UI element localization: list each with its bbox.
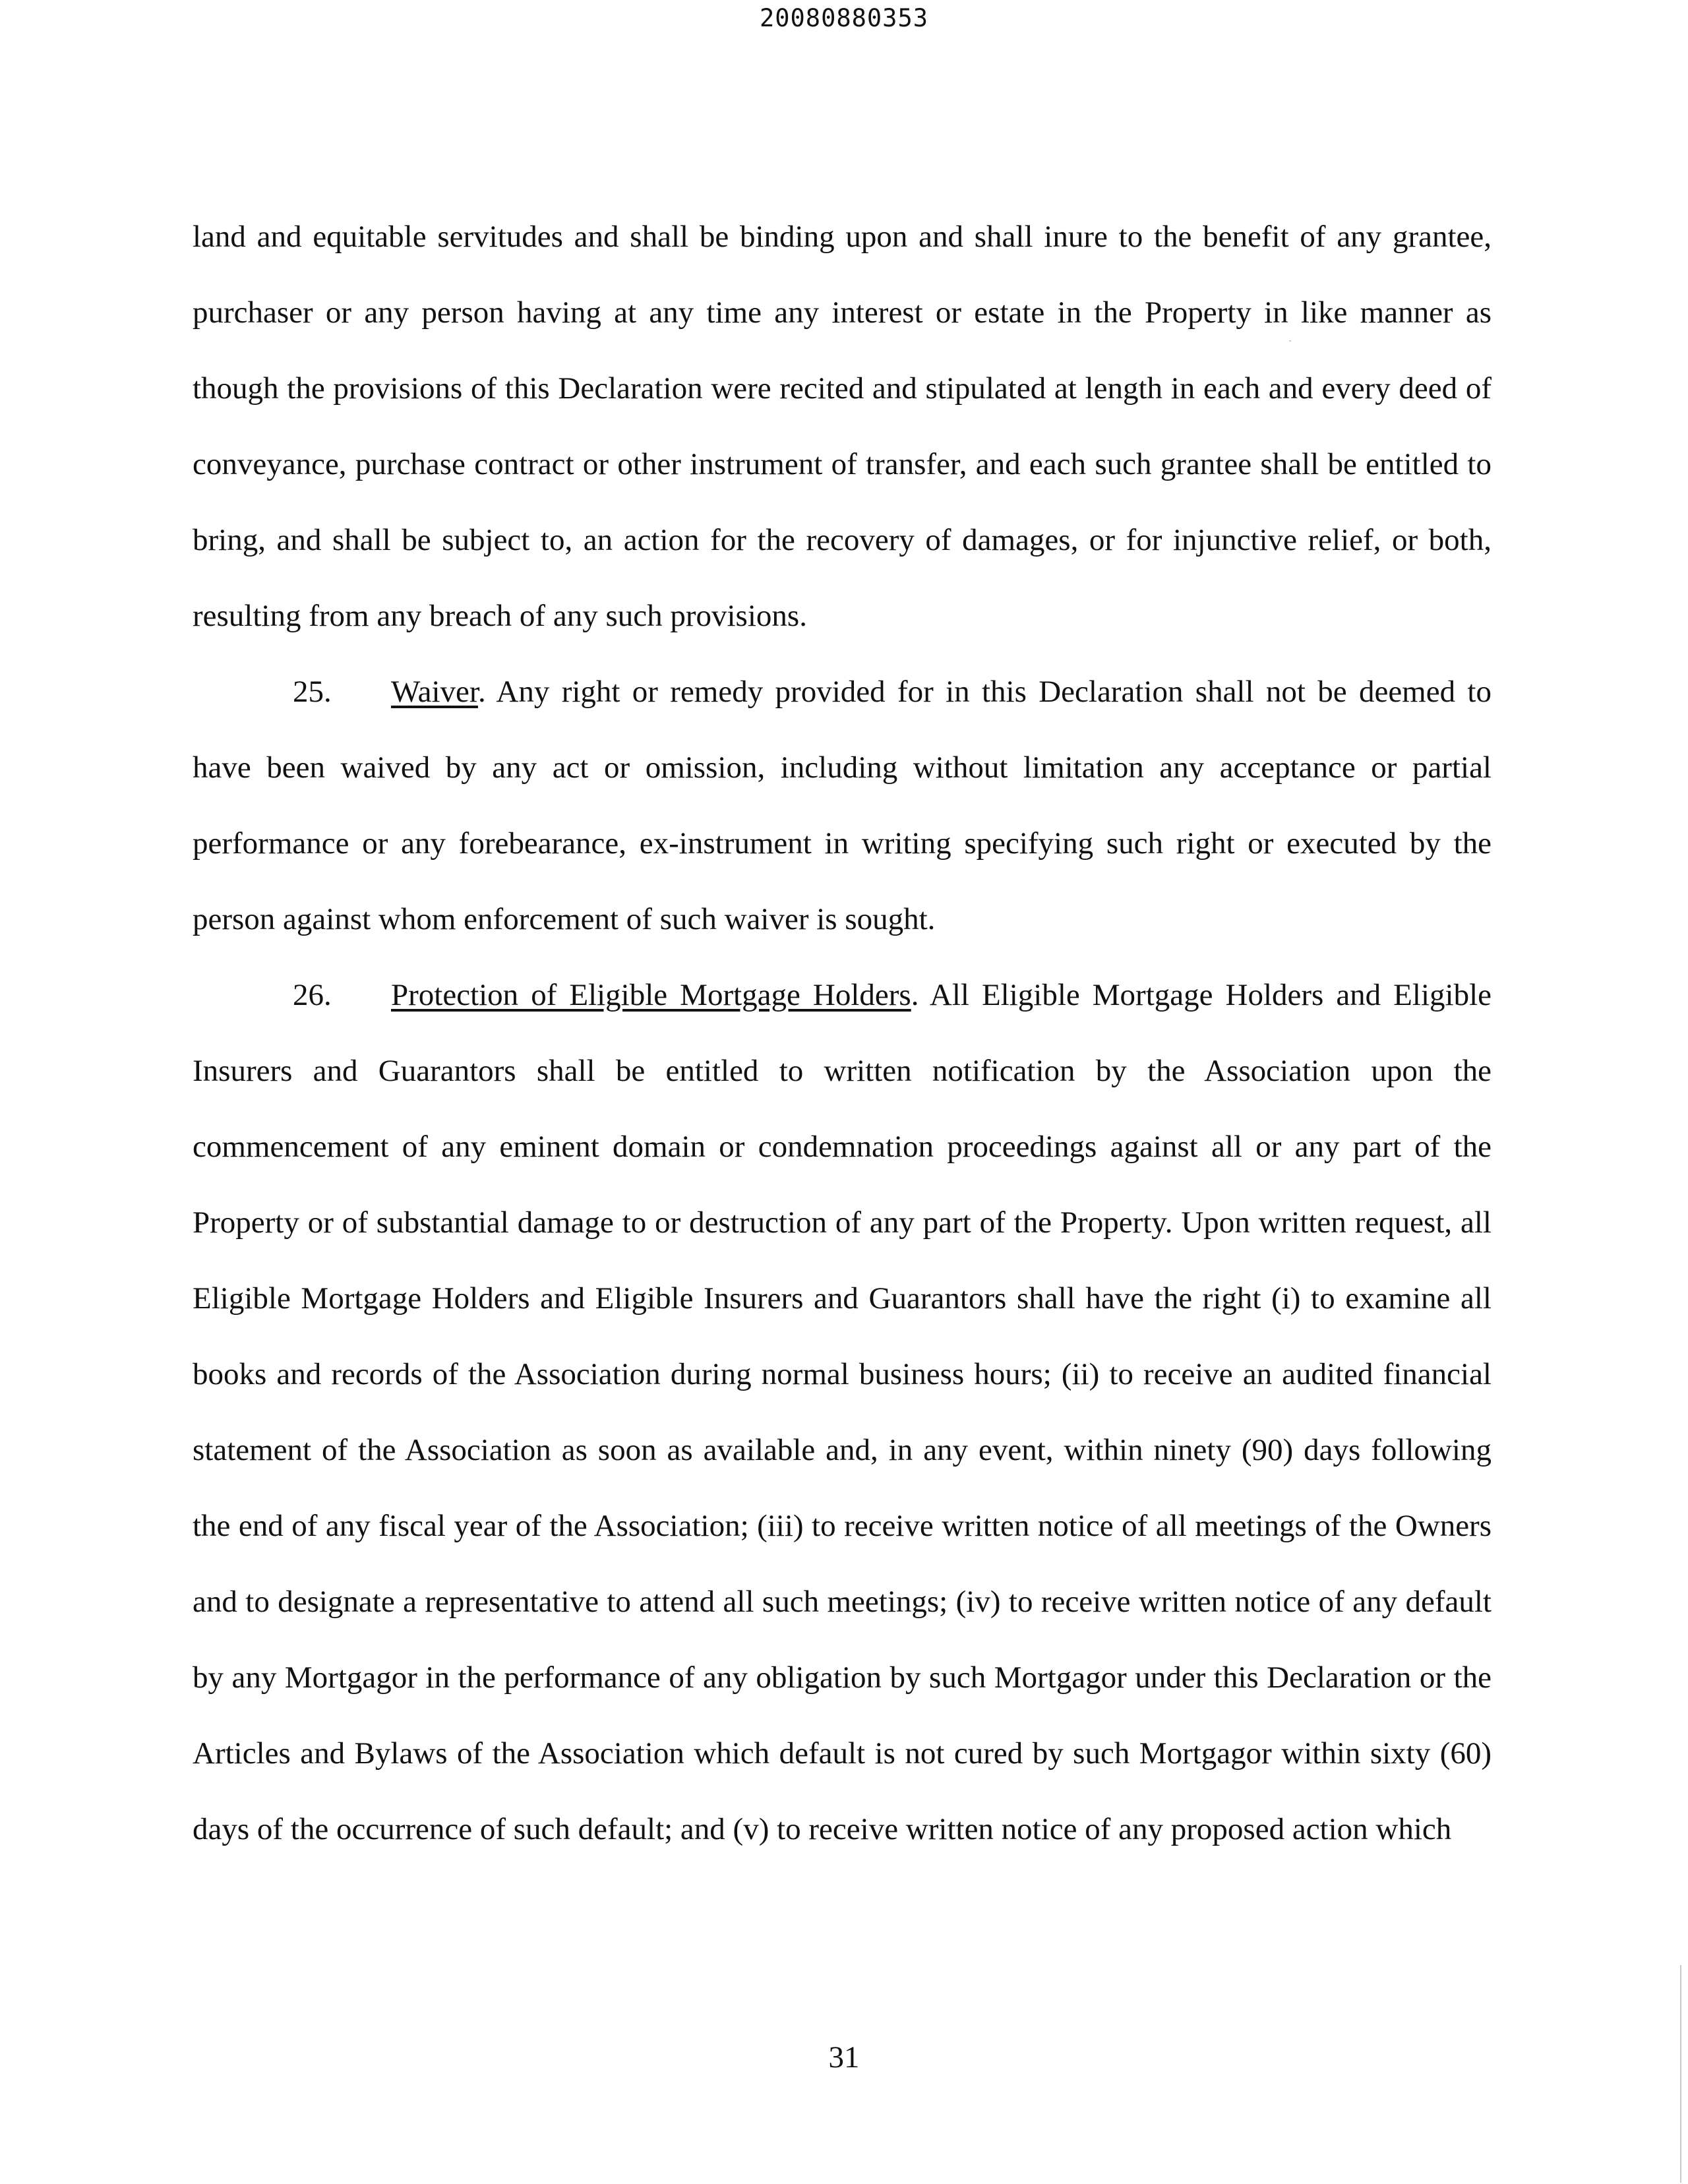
section-heading: Protection of Eligible Mortgage Holders	[391, 978, 911, 1012]
scan-edge-artifact	[1680, 1965, 1681, 2183]
section-number: 25.	[293, 675, 332, 709]
page-number: 31	[828, 2040, 860, 2075]
page-body	[193, 199, 1492, 1867]
section-25-waiver	[193, 654, 1492, 957]
paragraph-text: land and equitable servitudes and shall be binding upon and shall inure to the benefit of any grantee, purchaser or any person having at any time any interest or estate in the Property in like manner as though the provisions of this Declaration were recited and stipulated at length in each and every deed of conveyance, purchase contract or other instrument of transfer, and each such grantee shall be entitled to bring, and shall be subject to, an action for the recovery of damages, or for injunctive relief, or both, resulting from any breach of any such provisions.	[193, 220, 1492, 633]
section-26-protection-of-eligible-mortgage-holders	[193, 957, 1492, 1867]
section-text: . Any right or remedy provided for in this Declaration shall not be deemed to have been waived by any act or omission, including without limitation any acceptance or partial performance or any forebearance, ex-instrument in writing specifying such right or executed by the person against whom enforcement of such waiver is sought.	[193, 675, 1492, 936]
section-text: . All Eligible Mortgage Holders and Eligible Insurers and Guarantors shall be entitled to written notification by the Association upon the commencement of any eminent domain or condemnation proceedings against all or any part of the Property or of substantial damage to or destruction of any part of the Property. Upon written request, all Eligible Mortgage Holders and Eligible Insurers and Guarantors shall have the right (i) to examine all books and records of the Association during normal business hours; (ii) to receive an audited financial statement of the Association as soon as available and, in any event, within ninety (90) days following the end of any fiscal year of the Association; (iii) to receive written notice of all meetings of the Owners and to designate a representative to attend all such meetings; (iv) to receive written notice of any default by any Mortgagor in the performance of any obligation by such Mortgagor under this Declaration or the Articles and Bylaws of the Association which default is not cured by such Mortgagor within sixty (60) days of the occurrence of such default; and (v) to receive written notice of any proposed action which	[193, 978, 1492, 1846]
section-heading: Waiver	[391, 675, 478, 709]
document-number: 20080880353	[759, 4, 929, 32]
scan-speck	[1289, 340, 1291, 342]
paragraph-continuation	[193, 199, 1492, 654]
section-number: 26.	[293, 978, 332, 1012]
